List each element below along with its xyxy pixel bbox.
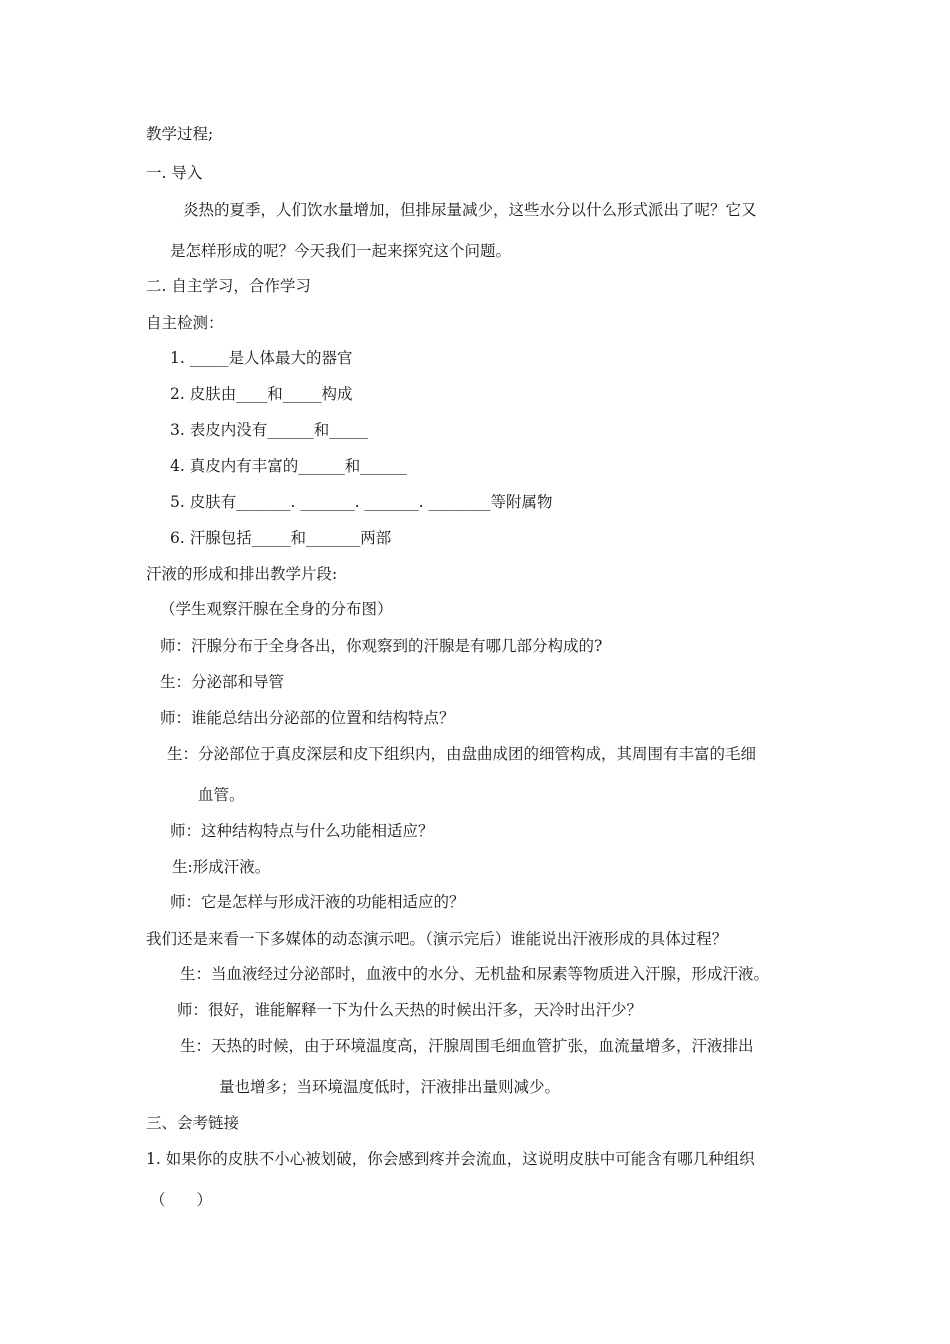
intro-paragraph-line-2: 是怎样形成的呢？今天我们一起来探究这个问题。 <box>170 242 512 260</box>
dialogue-line-continued: 血管。 <box>198 786 245 804</box>
narration-line: 我们还是来看一下多媒体的动态演示吧。（演示完后）谁能说出汗液形成的具体过程？ <box>146 930 728 948</box>
dialogue-line: 生:形成汗液。 <box>172 858 271 876</box>
dialogue-line: 师：汗腺分布于全身各出，你观察到的汗腺是有哪几部分构成的? <box>160 637 603 655</box>
section-heading: 教学过程; <box>146 125 214 143</box>
exam-question-1: 1. 如果你的皮肤不小心被划破，你会感到疼并会流血，这说明皮肤中可能含有哪几种组织 <box>146 1150 755 1168</box>
dialogue-line: 师：它是怎样与形成汗液的功能相适应的？ <box>170 893 465 911</box>
question-2: 2. 皮肤由____和_____构成 <box>170 385 353 403</box>
subheading-self-check: 自主检测： <box>146 314 224 332</box>
question-3: 3. 表皮内没有______和_____ <box>170 421 368 439</box>
dialogue-line: 生：当血液经过分泌部时，血液中的水分、无机盐和尿素等物质进入汗腺，形成汗液。 <box>180 965 770 983</box>
dialogue-line: 生：分泌部位于真皮深层和皮下组织内，由盘曲成团的细管构成，其周围有丰富的毛细 <box>167 745 757 763</box>
segment-title: 汗液的形成和排出教学片段: <box>146 565 338 583</box>
dialogue-line: 师：谁能总结出分泌部的位置和结构特点？ <box>160 709 455 727</box>
dialogue-line: 师：这种结构特点与什么功能相适应？ <box>170 822 434 840</box>
question-5: 5. 皮肤有_______. _______. _______. ________等附属物 <box>170 493 553 511</box>
question-1: 1. _____是人体最大的器官 <box>170 349 353 367</box>
section-title-intro: 一. 导入 <box>146 164 203 182</box>
section-title-self-study: 二. 自主学习，合作学习 <box>146 277 311 295</box>
dialogue-line: 师：很好，谁能解释一下为什么天热的时候出汗多，天冷时出汗少？ <box>177 1001 643 1019</box>
question-4: 4. 真皮内有丰富的______和______ <box>170 457 407 475</box>
section-title-exam: 三、会考链接 <box>146 1114 240 1132</box>
dialogue-line: 生：分泌部和导管 <box>160 673 285 691</box>
question-6: 6. 汗腺包括_____和_______两部 <box>170 529 392 547</box>
dialogue-line: 生：天热的时候，由于环境温度高，汗腺周围毛细血管扩张，血流量增多，汗液排出 <box>180 1037 754 1055</box>
intro-paragraph-line-1: 炎热的夏季，人们饮水量增加，但排尿量减少，这些水分以什么形式派出了呢？它又 <box>183 201 757 219</box>
exam-question-1-answer-brackets: （ ） <box>150 1191 213 1209</box>
dialogue-line: （学生观察汗腺在全身的分布图） <box>160 600 393 618</box>
dialogue-line-continued: 量也增多；当环境温度低时，汗液排出量则减少。 <box>219 1078 561 1096</box>
